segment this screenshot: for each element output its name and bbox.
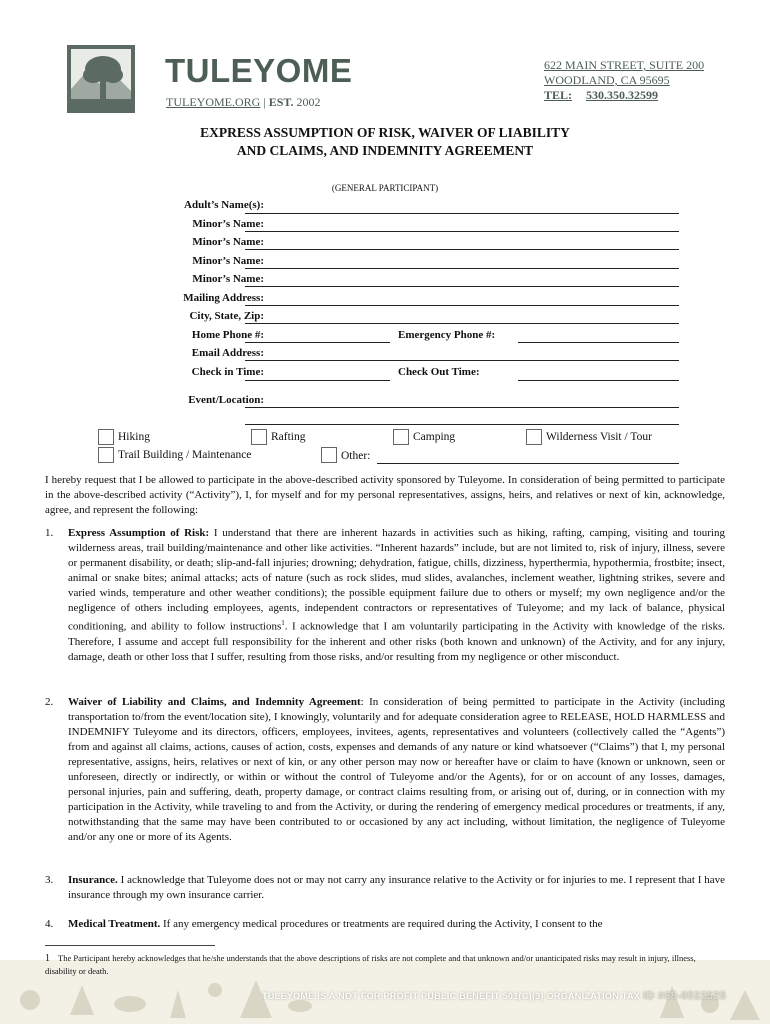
- section-1-number: 1.: [45, 527, 54, 539]
- adult-name-label: Adult’s Name(s):: [184, 199, 264, 211]
- other-checkbox[interactable]: [321, 447, 337, 463]
- footer-tax-id: ID #68-0522525: [642, 990, 726, 1002]
- camping-label: Camping: [413, 431, 456, 443]
- footnote: [45, 952, 725, 978]
- footnote-reference: 1: [281, 619, 285, 627]
- footer-org-text: TULEYOME IS A NOT FOR PROFIT PUBLIC BENEFIT 501(C)(3) ORGANIZATION TAX: [262, 991, 641, 1001]
- tree-icon: [67, 45, 135, 113]
- minor-name-field-1[interactable]: [245, 231, 679, 232]
- section-1-text-b: . I acknowledge that I am voluntarily participating in the Activity with knowledge of the risks. Therefore, I assume and accept full responsibility for the inherent and other risks (both known and unknown) of the Activity, and for any injury, damage, death or other loss that I suffer, resulting from those risks, and/or resulting from my negligence or other misconduct.: [68, 620, 725, 663]
- check-out-field[interactable]: [518, 380, 679, 381]
- footnote-divider: [45, 945, 215, 946]
- check-out-label: Check Out Time:: [398, 366, 480, 378]
- home-phone-label: Home Phone #:: [191, 329, 264, 341]
- section-3-heading: Insurance.: [68, 874, 118, 886]
- other-field[interactable]: [377, 463, 679, 464]
- section-2-number: 2.: [45, 696, 54, 708]
- city-state-zip-label: City, State, Zip:: [189, 310, 264, 322]
- brand-separator: |: [263, 95, 266, 109]
- footnote-text: The Participant hereby acknowledges that he/she understands that the above descriptions of risks are not complete and that unknown and/or unanticipated risks may result in injury, illness, disability or death.: [45, 953, 696, 976]
- footnote-number: 1: [45, 953, 50, 964]
- email-address-label: Email Address:: [191, 347, 264, 359]
- minor-name-label-3: Minor’s Name:: [192, 255, 264, 267]
- rafting-checkbox[interactable]: [251, 429, 267, 445]
- minor-name-label-4: Minor’s Name:: [192, 273, 264, 285]
- minor-name-label-1: Minor’s Name:: [192, 218, 264, 230]
- minor-name-label-2: Minor’s Name:: [192, 236, 264, 248]
- section-1-heading: Express Assumption of Risk:: [68, 527, 210, 539]
- title-line-2: AND CLAIMS, AND INDEMNITY AGREEMENT: [236, 143, 534, 158]
- section-3-number: 3.: [45, 874, 54, 886]
- home-phone-field[interactable]: [245, 342, 390, 343]
- mailing-address-field[interactable]: [245, 305, 679, 306]
- minor-name-field-2[interactable]: [245, 249, 679, 250]
- minor-name-field-3[interactable]: [245, 268, 679, 269]
- footer-text: [262, 990, 726, 1002]
- city-state-zip-field[interactable]: [245, 323, 679, 324]
- title-line-1: EXPRESS ASSUMPTION OF RISK, WAIVER OF LIABILITY: [200, 125, 570, 140]
- mailing-address-label: Mailing Address:: [183, 292, 264, 304]
- section-2-heading: Waiver of Liability and Claims, and Indemnity Agreement: [68, 696, 361, 708]
- trail-building-checkbox[interactable]: [98, 447, 114, 463]
- tel-number: 530.350.32599: [586, 88, 659, 102]
- rafting-label: Rafting: [271, 431, 306, 443]
- other-label: Other:: [341, 450, 371, 462]
- brand-name: TULEYOME: [165, 52, 353, 89]
- camping-checkbox[interactable]: [393, 429, 409, 445]
- event-location-field[interactable]: [245, 407, 679, 408]
- hiking-label: Hiking: [118, 431, 150, 443]
- section-4: [45, 917, 725, 932]
- check-in-field[interactable]: [245, 380, 390, 381]
- section-4-number: 4.: [45, 918, 54, 930]
- section-4-text: If any emergency medical procedures or treatments are required during the Activity, I consent to the: [160, 918, 603, 930]
- document-subtitle: (GENERAL PARTICIPANT): [331, 183, 439, 193]
- section-4-heading: Medical Treatment.: [68, 918, 161, 930]
- est-label: EST.: [268, 95, 294, 109]
- event-location-field-2[interactable]: [245, 424, 679, 425]
- section-1-text-a: I understand that there are inherent hazards in activities such as hiking, rafting, camping, visiting and touring wilderness areas, trail building/maintenance and other like activities. “Inherent hazards” include, but are not limited to, risk of injury, illness, severe or permanent disability, or death; slip-and-fall injuries; drowning; dehydration, fatigue, chills, dizziness, hyperthermia, hypothermia, frostbite; insect, animal or snake bites; animal attacks; acts of nature (such as rock slides, mud slides, avalanches, inclement weather, lightning strikes, severe and varied winds, temperature and other weather conditions); the possible equipment failure due to others or myself; my own negligence and/or the negligence of others including employees, agents, independent contractors or representatives of Tuleyome; and my lack of balance, physical conditioning, and ability to follow instructions: [68, 527, 725, 633]
- section-2-text: : In consideration of being permitted to participate in the Activity (including transportation to/from the event/location site), I knowingly, voluntarily and for adequate consideration agree to RELEASE, HOLD HARMLESS and INDEMNIFY Tuleyome and its directors, officers, employees, invitees, agents, representatives and volunteers (collectively called the “Agents”) from and against all claims, actions, causes of action, costs, expenses and demands of any nature or kind whatsoever (“Claims”) that I, my personal representative, assigns, heirs, relatives or next of kin, or any other person may now or hereafter have or claim to have (known or unknown, seen or unforeseen, directly or indirectly, or within or without the control of Tuleyome and/or the Agents), for or on account of any losses, damages, personal injuries, pain and suffering, death, property damage, or contract claims resulting from, or arising out of, during, or in connection with my participation in the Activity, while traveling to and from the Activity, or during the rendering of emergency medical procedures or treatments, if any, notwithstanding that the same may have been contributed to or occasioned by any act including, without limitation, the negligence of Tuleyome and/or any one or more of its Agents.: [68, 696, 725, 843]
- telephone: [544, 88, 704, 103]
- tel-label: TEL:: [544, 88, 573, 102]
- section-2: [45, 695, 725, 845]
- address-line2: WOODLAND, CA 95695: [544, 73, 670, 87]
- emergency-phone-label: Emergency Phone #:: [398, 329, 496, 341]
- hiking-checkbox[interactable]: [98, 429, 114, 445]
- document-title: [0, 124, 770, 160]
- wilderness-label: Wilderness Visit / Tour: [546, 431, 652, 443]
- address-line1: 622 MAIN STREET, SUITE 200: [544, 58, 705, 72]
- intro-paragraph: I hereby request that I be allowed to participate in the above-described activity sponsored by Tuleyome. In consideration of being permitted to participate in the above-described activity (“Activity”), I, for myself and for my personal representatives, assigns, heirs, and relatives or next of kin, acknowledge, agree, and represent the following:: [45, 474, 725, 516]
- trail-building-label: Trail Building / Maintenance: [118, 449, 252, 461]
- emergency-phone-field[interactable]: [518, 342, 679, 343]
- section-3-text: I acknowledge that Tuleyome does not or may not carry any insurance relative to the Activity or for injuries to me. I represent that I have insurance through my own insurance carrier.: [68, 874, 725, 901]
- adult-name-field[interactable]: [245, 213, 679, 214]
- tuleyome-logo: [67, 45, 135, 113]
- event-location-label: Event/Location:: [188, 394, 264, 406]
- address-block: [544, 58, 704, 103]
- website-link[interactable]: TULEYOME.ORG: [166, 95, 261, 109]
- section-1: [45, 526, 725, 665]
- section-3: [45, 873, 725, 903]
- email-address-field[interactable]: [245, 360, 679, 361]
- minor-name-field-4[interactable]: [245, 286, 679, 287]
- check-in-label: Check in Time:: [191, 366, 264, 378]
- brand-subline: [166, 95, 321, 110]
- wilderness-checkbox[interactable]: [526, 429, 542, 445]
- est-year: 2002: [296, 95, 321, 109]
